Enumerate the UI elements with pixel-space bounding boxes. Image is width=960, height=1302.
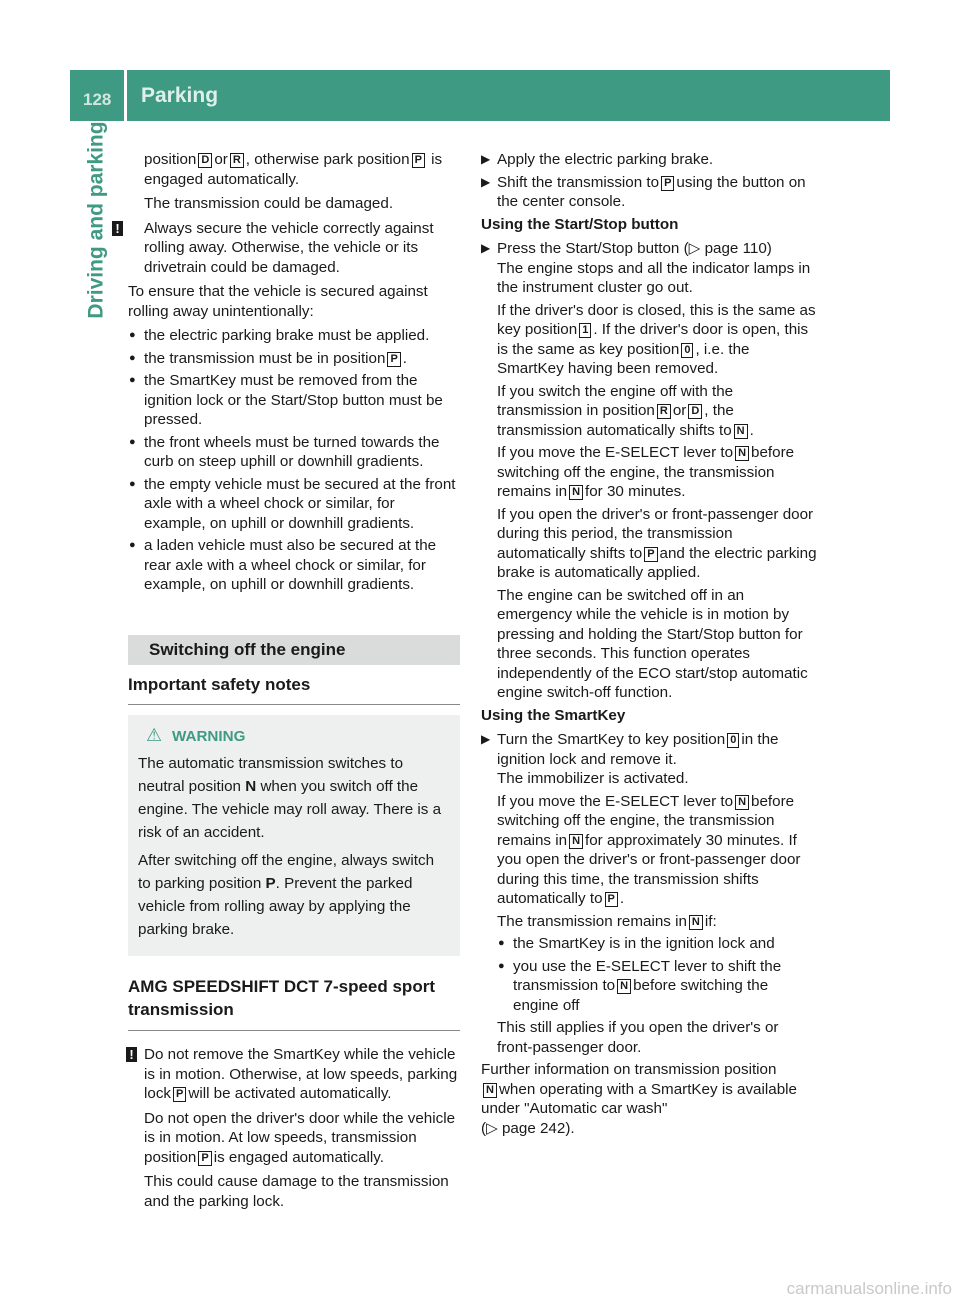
page-ref-icon: ▷ xyxy=(688,240,701,257)
step-item: ▶ Press the Start/Stop button (▷ page 110) The engine stops and all the indicator lamps in the instrument cluster go out. xyxy=(481,240,811,296)
page-title: Parking xyxy=(141,84,219,107)
ensure-text: To ensure that the vehicle is secured against rolling away unintentionally: xyxy=(128,283,428,320)
warning-box xyxy=(128,715,460,957)
body-text: If you move the E-SELECT lever to N before switching off the engine, the transmission remains in N for approximately 30 minutes. If you open the driver's or front-passenger door during this time, the transmission shifts automatically to P . xyxy=(497,792,801,907)
section-title: Switching off the engine xyxy=(128,635,460,666)
damage-note: This could cause damage to the transmission and the parking lock. xyxy=(144,1173,449,1210)
header-separator xyxy=(124,70,127,121)
key-0-icon: 0 xyxy=(727,733,739,748)
key-0-icon: 0 xyxy=(681,343,693,358)
key-p-icon: P xyxy=(198,1151,211,1166)
key-n-icon: N xyxy=(734,424,748,439)
safety-heading: Important safety notes xyxy=(128,665,460,705)
key-1-icon: 1 xyxy=(579,323,591,338)
arrow-icon: ▶ xyxy=(481,732,491,746)
door-note: Do not open the driver's door while the vehicle is in motion. At low speeds, transmission position P is engaged automatically. xyxy=(144,1109,456,1166)
chapter-side-marker xyxy=(70,357,121,812)
body-text: The transmission remains in N if: xyxy=(497,912,717,930)
exclamation-icon: ! xyxy=(126,1047,137,1062)
key-p-icon: P xyxy=(387,352,400,367)
body-text: If the driver's door is closed, this is the same as key position 1 . If the driver's door is open, this is the same as key position 0 , i.e. the SmartKey having been removed. xyxy=(497,301,816,377)
condition-list xyxy=(481,934,817,1015)
warning-text: The automatic transmission switches to neutral position N when you switch off the engine. The vehicle may roll away. There is a risk of an accident. xyxy=(138,755,442,841)
right-column xyxy=(481,150,817,1141)
chapter-side-label: Driving and parking xyxy=(84,121,108,319)
key-d-icon: D xyxy=(688,404,702,419)
key-p-icon: P xyxy=(605,892,618,907)
warning-triangle-icon: ⚠ xyxy=(146,724,163,745)
list-item: ● the SmartKey is in the ignition lock and xyxy=(497,934,817,954)
smartkey-note: ! Do not remove the SmartKey while the vehicle is in motion. Otherwise, at low speeds, parking lock P will be activated automatically. xyxy=(128,1045,460,1104)
arrow-icon: ▶ xyxy=(481,174,491,189)
key-p-icon: P xyxy=(412,153,425,168)
secure-note: ! Always secure the vehicle correctly against rolling away. Otherwise, the vehicle or its drivetrain could be damaged. xyxy=(128,219,460,278)
key-n-icon: N xyxy=(569,834,583,849)
amg-heading: AMG SPEEDSHIFT DCT 7-speed sport transmission xyxy=(128,956,460,1031)
list-item: ● the SmartKey must be removed from the ignition lock or the Start/Stop button must be pressed. xyxy=(128,371,460,430)
body-text: The engine can be switched off in an emergency while the vehicle is in motion by pressing and holding the Start/Stop button for three seconds. This function operates independently of the ECO start/stop automatic engine switch-off function. xyxy=(497,586,808,701)
key-p-icon: P xyxy=(173,1087,186,1102)
key-n-icon: N xyxy=(689,915,703,930)
arrow-icon: ▶ xyxy=(481,152,491,166)
arrow-icon: ▶ xyxy=(481,241,491,255)
intro-paragraph: position D or R , otherwise park position P is engaged automatically. xyxy=(144,151,443,188)
startstop-heading: Using the Start/Stop button xyxy=(481,215,679,233)
step-item: ▶ Turn the SmartKey to key position 0 in the ignition lock and remove it. The immobilizer is activated. xyxy=(481,731,779,787)
page-number: 128 xyxy=(83,90,112,109)
watermark: carmanualsonline.info xyxy=(786,1278,952,1298)
key-n-icon: N xyxy=(735,446,749,461)
key-n-icon: N xyxy=(483,1083,497,1098)
body-text: If you switch the engine off with the transmission in position R or D , the transmission automatically shifts to N . xyxy=(497,382,754,439)
exclamation-icon: ! xyxy=(112,221,123,236)
page-ref-icon: ▷ xyxy=(486,1119,498,1137)
key-r-icon: R xyxy=(230,153,244,168)
key-n-icon: N xyxy=(617,979,631,994)
key-n-icon: N xyxy=(735,795,749,810)
list-item: ● the front wheels must be turned towards the curb on steep uphill or downhill gradients. xyxy=(128,433,460,472)
list-item: ● a laden vehicle must also be secured at the rear axle with a wheel chock or similar, for example, on uphill or downhill gradients. xyxy=(128,536,460,595)
key-r-icon: R xyxy=(657,404,671,419)
key-n-icon: N xyxy=(569,485,583,500)
key-p-icon: P xyxy=(661,176,674,191)
list-item: ● the transmission must be in position P . xyxy=(128,349,460,369)
damage-text: The transmission could be damaged. xyxy=(144,195,394,212)
left-column xyxy=(115,150,460,1216)
step-item: ▶ Shift the transmission to P using the button on the center console. xyxy=(481,173,806,210)
body-text: If you open the driver's or front-passenger door during this period, the transmission automatically shifts to P and the electric parking brake is automatically applied. xyxy=(497,505,817,581)
key-d-icon: D xyxy=(198,153,212,168)
body-text: This still applies if you open the driver's or front-passenger door. xyxy=(497,1019,779,1056)
list-item: ● you use the E-SELECT lever to shift the transmission to N before switching the engine off xyxy=(497,957,817,1016)
warning-text: After switching off the engine, always switch to parking position P. Prevent the parked vehicle from rolling away by applying the parking brake. xyxy=(138,852,435,938)
body-text: If you move the E-SELECT lever to N before switching off the engine, the transmission remains in N for 30 minutes. xyxy=(497,444,795,500)
step-item: ▶ Apply the electric parking brake. xyxy=(481,151,714,168)
list-item: ● the electric parking brake must be applied. xyxy=(128,326,460,346)
smartkey-heading: Using the SmartKey xyxy=(481,706,626,724)
warning-heading: ⚠ WARNING xyxy=(146,724,246,745)
body-text: Further information on transmission position N when operating with a SmartKey is available under "Automatic car wash" (▷ page 242). xyxy=(481,1061,797,1137)
list-item: ● the empty vehicle must be secured at the front axle with a wheel chock or similar, for example, on uphill or downhill gradients. xyxy=(128,475,460,534)
key-p-icon: P xyxy=(644,547,657,562)
